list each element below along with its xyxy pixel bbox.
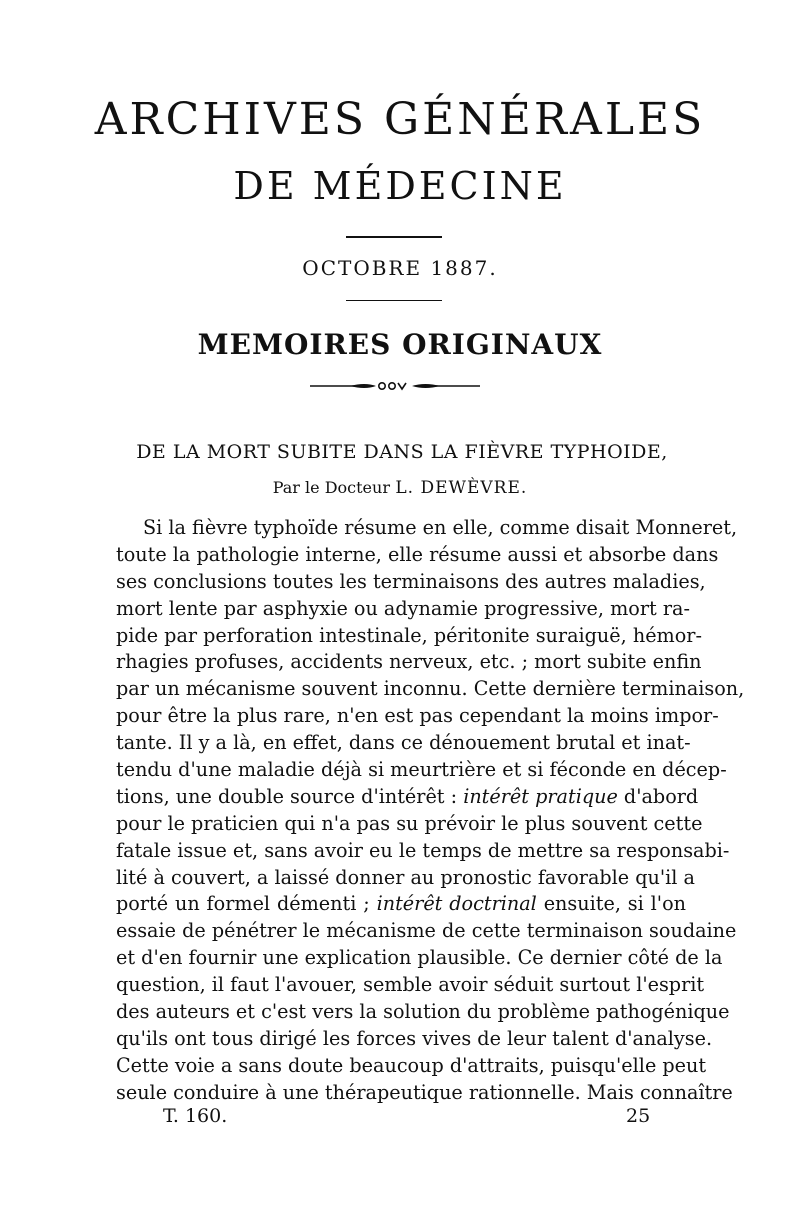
- line-text: fatale issue et, sans avoir eu le temps de mettre sa responsabi-: [116, 838, 730, 862]
- ornament-divider-icon: [310, 379, 480, 393]
- text-line: [116, 757, 727, 784]
- line-text: pour être la plus rare, n'en est pas cependant la moins impor-: [116, 704, 719, 728]
- text-line: [116, 945, 723, 972]
- line-text: et d'en fournir une explication plausible. Ce dernier côté de la: [116, 946, 723, 970]
- line-text: Si la fièvre typhoïde résume en elle, comme disait Monneret,: [143, 516, 738, 539]
- text-line: [116, 730, 691, 757]
- line-text: lité à couvert, a laissé donner au pronostic favorable qu'il a: [116, 865, 695, 889]
- line-text: pide par perforation intestinale, péritonite suraiguë, hémor-: [116, 623, 702, 647]
- text-line: [116, 1026, 713, 1053]
- text-line: [116, 596, 690, 623]
- text-line: [116, 865, 695, 892]
- section-title: MEMOIRES ORIGINAUX: [197, 328, 603, 361]
- line-text: qu'ils ont tous dirigé les forces vives de leur talent d'analyse.: [116, 1026, 713, 1050]
- line-text: ses conclusions toutes les terminaisons des autres maladies,: [116, 569, 706, 593]
- divider-rule: [346, 236, 442, 238]
- line-text: essaie de pénétrer le mécanisme de cette terminaison soudaine: [116, 919, 737, 943]
- article-title: DE LA MORT SUBITE DANS LA FIÈVRE TYPHOIDE,: [136, 441, 668, 463]
- divider-rule: [346, 300, 442, 301]
- line-text: pour le praticien qui n'a pas su prévoir le plus souvent cette: [116, 811, 703, 835]
- journal-title: ARCHIVES GÉNÉRALES: [94, 94, 706, 145]
- emphasis-text: intérêt doctrinal: [376, 892, 537, 916]
- text-line: [116, 569, 706, 596]
- text-line: [116, 918, 737, 945]
- line-text: mort lente par asphyxie ou adynamie progressive, mort ra-: [116, 596, 690, 620]
- text-line: [116, 811, 703, 838]
- text-line: [116, 649, 702, 676]
- article-body: [116, 515, 745, 1107]
- text-line: [116, 515, 738, 542]
- volume-number: T. 160.: [163, 1105, 228, 1127]
- text-line: [116, 676, 745, 703]
- line-text: seule conduire à une thérapeutique rationnelle. Mais connaître: [116, 1080, 733, 1104]
- text-line: [116, 542, 719, 569]
- line-text: question, il faut l'avouer, semble avoir séduit surtout l'esprit: [116, 973, 705, 997]
- text-line: [116, 972, 705, 999]
- byline-prefix: Par le Docteur: [272, 478, 390, 497]
- line-text: Cette voie a sans doute beaucoup d'attraits, puisqu'elle peut: [116, 1053, 707, 1077]
- line-text: d'abord: [617, 784, 699, 808]
- text-line: [116, 891, 686, 918]
- journal-subtitle: DE MÉDECINE: [233, 164, 567, 208]
- line-text: ensuite, si l'on: [536, 892, 686, 916]
- line-text: rhagies profuses, accidents nerveux, etc. ; mort subite enfin: [116, 650, 702, 674]
- line-text: tendu d'une maladie déjà si meurtrière et si féconde en décep-: [116, 758, 727, 782]
- line-text: tions, une double source d'intérêt :: [116, 784, 464, 808]
- text-line: [116, 838, 730, 865]
- text-line: [116, 999, 730, 1026]
- emphasis-text: intérêt pratique: [463, 784, 618, 808]
- line-text: tante. Il y a là, en effet, dans ce dénouement brutal et inat-: [116, 731, 691, 755]
- issue-date: OCTOBRE 1887.: [302, 256, 498, 280]
- line-text: par un mécanisme souvent inconnu. Cette dernière terminaison,: [116, 677, 745, 701]
- line-text: porté un formel démenti ;: [116, 892, 377, 916]
- text-line: [116, 703, 719, 730]
- line-text: toute la pathologie interne, elle résume aussi et absorbe dans: [116, 542, 719, 566]
- text-line: [116, 623, 702, 650]
- line-text: des auteurs et c'est vers la solution du problème pathogénique: [116, 1000, 730, 1024]
- byline: [0, 476, 800, 500]
- text-line: [116, 784, 699, 811]
- signature-mark: 25: [626, 1105, 651, 1127]
- text-line: [116, 1053, 707, 1080]
- byline-author: L. DEWÈVRE.: [395, 478, 528, 498]
